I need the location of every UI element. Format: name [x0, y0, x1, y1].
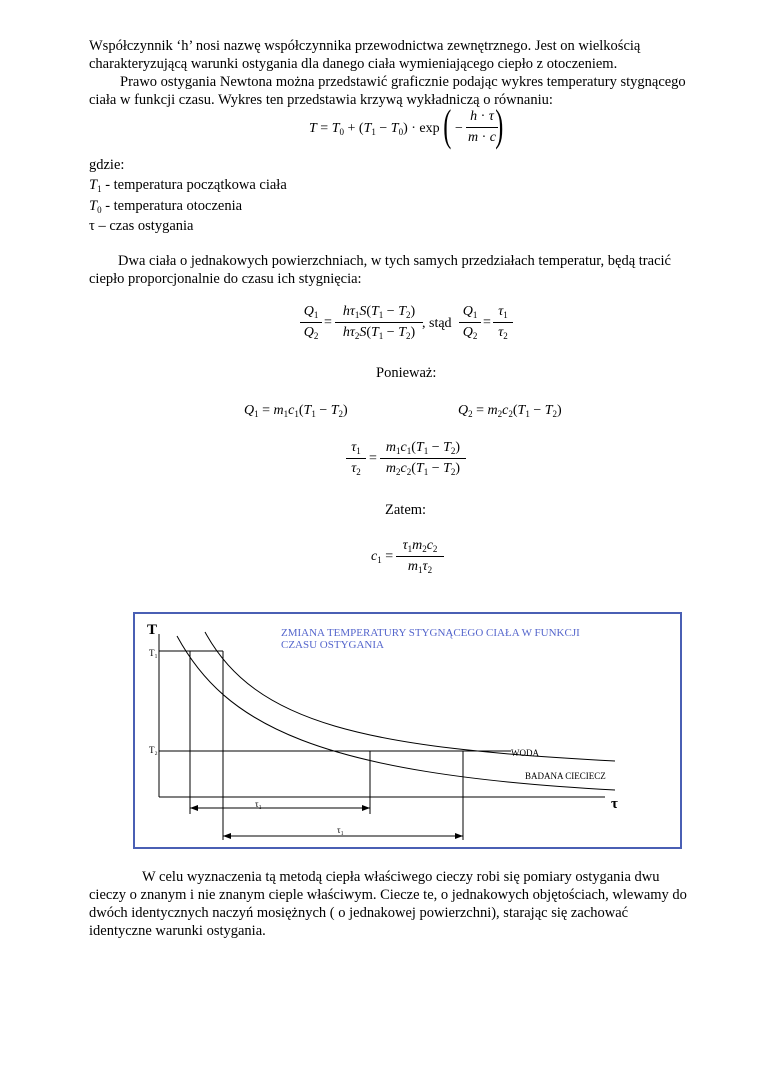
tau1-label: τ₁ — [255, 799, 262, 809]
tau1-arrowhead-right — [362, 805, 370, 811]
tau1-arrowhead-left — [190, 805, 198, 811]
cooling-chart — [135, 614, 680, 847]
tau2-arrowhead-left — [223, 833, 231, 839]
chart-title-line-1: ZMIANA TEMPERATURY STYGNĄCEGO CIAŁA W FUNKCJI — [281, 627, 580, 639]
paragraph-4-line-3: dwóch identycznych naczyń mosiężnych ( o jednakowej powierzchni), starając się zachować — [89, 905, 629, 921]
paragraph-4-line-2: cieczy o znanym i nie znanym cieple właściwym. Ciecze te, o jednakowych objętościach, wlewamy do — [89, 887, 687, 903]
tau2-arrowhead-right — [455, 833, 463, 839]
legend-badana-ciecz: BADANA CIECIECZ — [525, 771, 606, 781]
definition-t1: $T_1$ - temperatura początkowa ciała — [89, 177, 287, 194]
stad-label: , stąd — [422, 316, 452, 331]
q1-equation: $Q_1 = m_1c_1(T_1 - T_2)$ — [244, 403, 348, 419]
paragraph-2-line-2: ciała w funkcji czasu. Wykres ten przedstawia krzywą wykładniczą o równaniu: — [89, 92, 553, 108]
paragraph-3-line-1: Dwa ciała o jednakowych powierzchniach, w tych samych przedziałach temperatur, będą tracić — [118, 253, 671, 269]
tau2-label: τ₁ — [337, 825, 344, 835]
y-tick-t2: T₂ — [149, 745, 158, 755]
gdzie-label: gdzie: — [89, 157, 125, 173]
legend-woda: WODA — [511, 748, 539, 758]
x-axis-label: τ — [611, 796, 618, 812]
poniewaz-label: Ponieważ: — [376, 365, 437, 381]
zatem-label: Zatem: — [385, 502, 427, 518]
definition-t0: $T_0$ - temperatura otoczenia — [89, 198, 243, 215]
y-axis-label: T — [147, 622, 158, 638]
paragraph-2-line-1: Prawo ostygania Newtona można przedstawić graficznie podając wykres temperatury stygnącego — [120, 74, 686, 90]
y-tick-t1: T₁ — [149, 648, 158, 658]
paragraph-3-line-2: ciepło proporcjonalnie do czasu ich stygnięcia: — [89, 271, 362, 287]
q2-equation: $Q_2 = m_2c_2(T_1 - T_2)$ — [458, 403, 562, 419]
paragraph-4-line-4: identyczne warunki ostygania. — [89, 923, 266, 939]
chart-title-line-2: CZASU OSTYGANIA — [281, 639, 384, 651]
curve-woda — [205, 632, 615, 761]
cooling-chart-frame — [133, 612, 682, 849]
paragraph-1-line-1: Współczynnik ‘h’ nosi nazwę współczynnika przewodnictwa zewnętrznego. Jest on wielkością — [89, 38, 641, 54]
paragraph-1-line-2: charakteryzującą warunki ostygania dla danego ciała wymieniającego ciepło z otoczeniem. — [89, 56, 618, 72]
paragraph-4-line-1: W celu wyznaczenia tą metodą ciepła właściwego cieczy robi się pomiary ostygania dwu — [142, 869, 660, 885]
definition-tau: τ – czas ostygania — [89, 218, 194, 234]
curve-badana-ciecz — [177, 636, 615, 790]
